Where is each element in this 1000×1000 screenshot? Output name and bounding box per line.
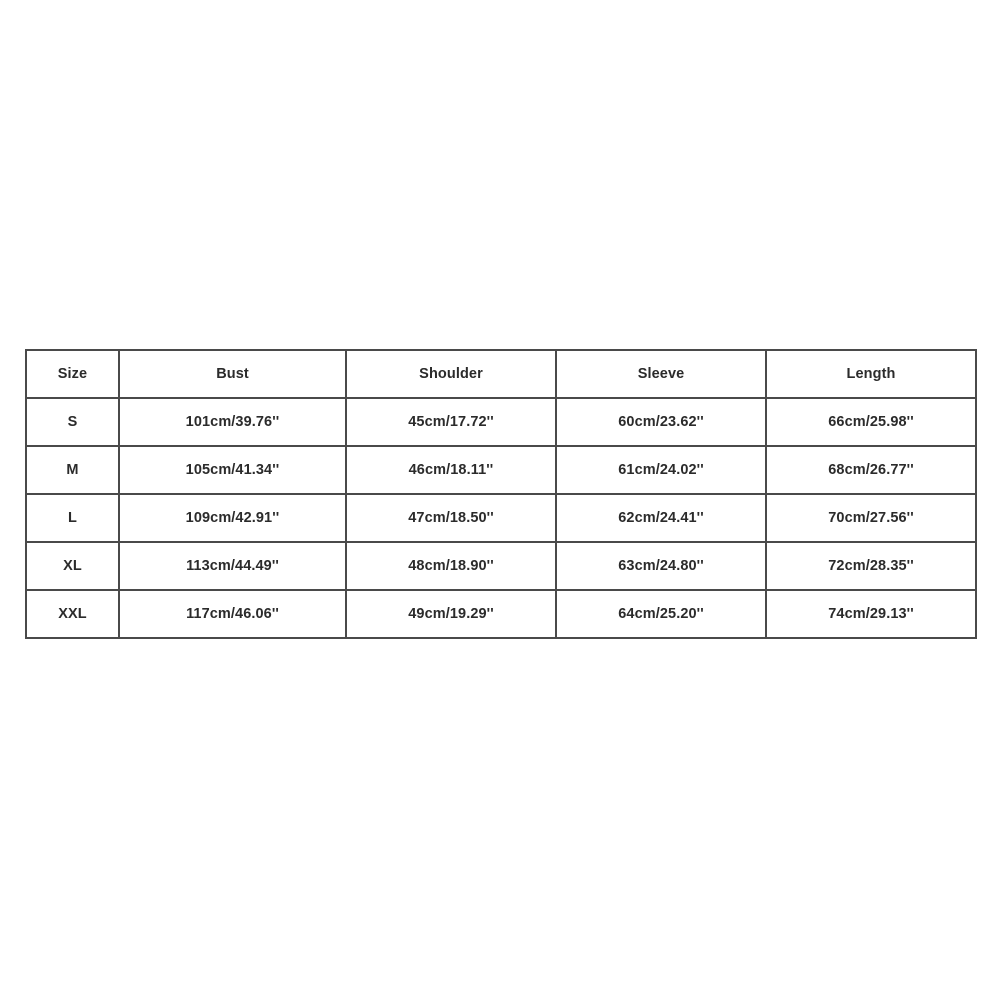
sleeve-cell: 64cm/25.20'' [556,590,766,638]
length-cell: 66cm/25.98'' [766,398,976,446]
table-row [26,446,976,494]
header-sleeve: Sleeve [556,350,766,398]
length-cell: 72cm/28.35'' [766,542,976,590]
sleeve-cell: 60cm/23.62'' [556,398,766,446]
table-row [26,398,976,446]
table-row [26,494,976,542]
length-cell: 74cm/29.13'' [766,590,976,638]
shoulder-cell: 45cm/17.72'' [346,398,556,446]
length-cell: 68cm/26.77'' [766,446,976,494]
sleeve-cell: 63cm/24.80'' [556,542,766,590]
bust-cell: 101cm/39.76'' [119,398,346,446]
size-cell: M [26,446,119,494]
header-shoulder: Shoulder [346,350,556,398]
bust-cell: 105cm/41.34'' [119,446,346,494]
sleeve-cell: 62cm/24.41'' [556,494,766,542]
header-length: Length [766,350,976,398]
header-row [26,350,976,398]
length-cell: 70cm/27.56'' [766,494,976,542]
size-cell: XL [26,542,119,590]
table-row [26,542,976,590]
bust-cell: 117cm/46.06'' [119,590,346,638]
header-size: Size [26,350,119,398]
bust-cell: 109cm/42.91'' [119,494,346,542]
shoulder-cell: 47cm/18.50'' [346,494,556,542]
shoulder-cell: 46cm/18.11'' [346,446,556,494]
header-bust: Bust [119,350,346,398]
size-cell: S [26,398,119,446]
sleeve-cell: 61cm/24.02'' [556,446,766,494]
size-cell: L [26,494,119,542]
shoulder-cell: 48cm/18.90'' [346,542,556,590]
size-chart-table [25,349,977,639]
size-cell: XXL [26,590,119,638]
table-row [26,590,976,638]
bust-cell: 113cm/44.49'' [119,542,346,590]
shoulder-cell: 49cm/19.29'' [346,590,556,638]
